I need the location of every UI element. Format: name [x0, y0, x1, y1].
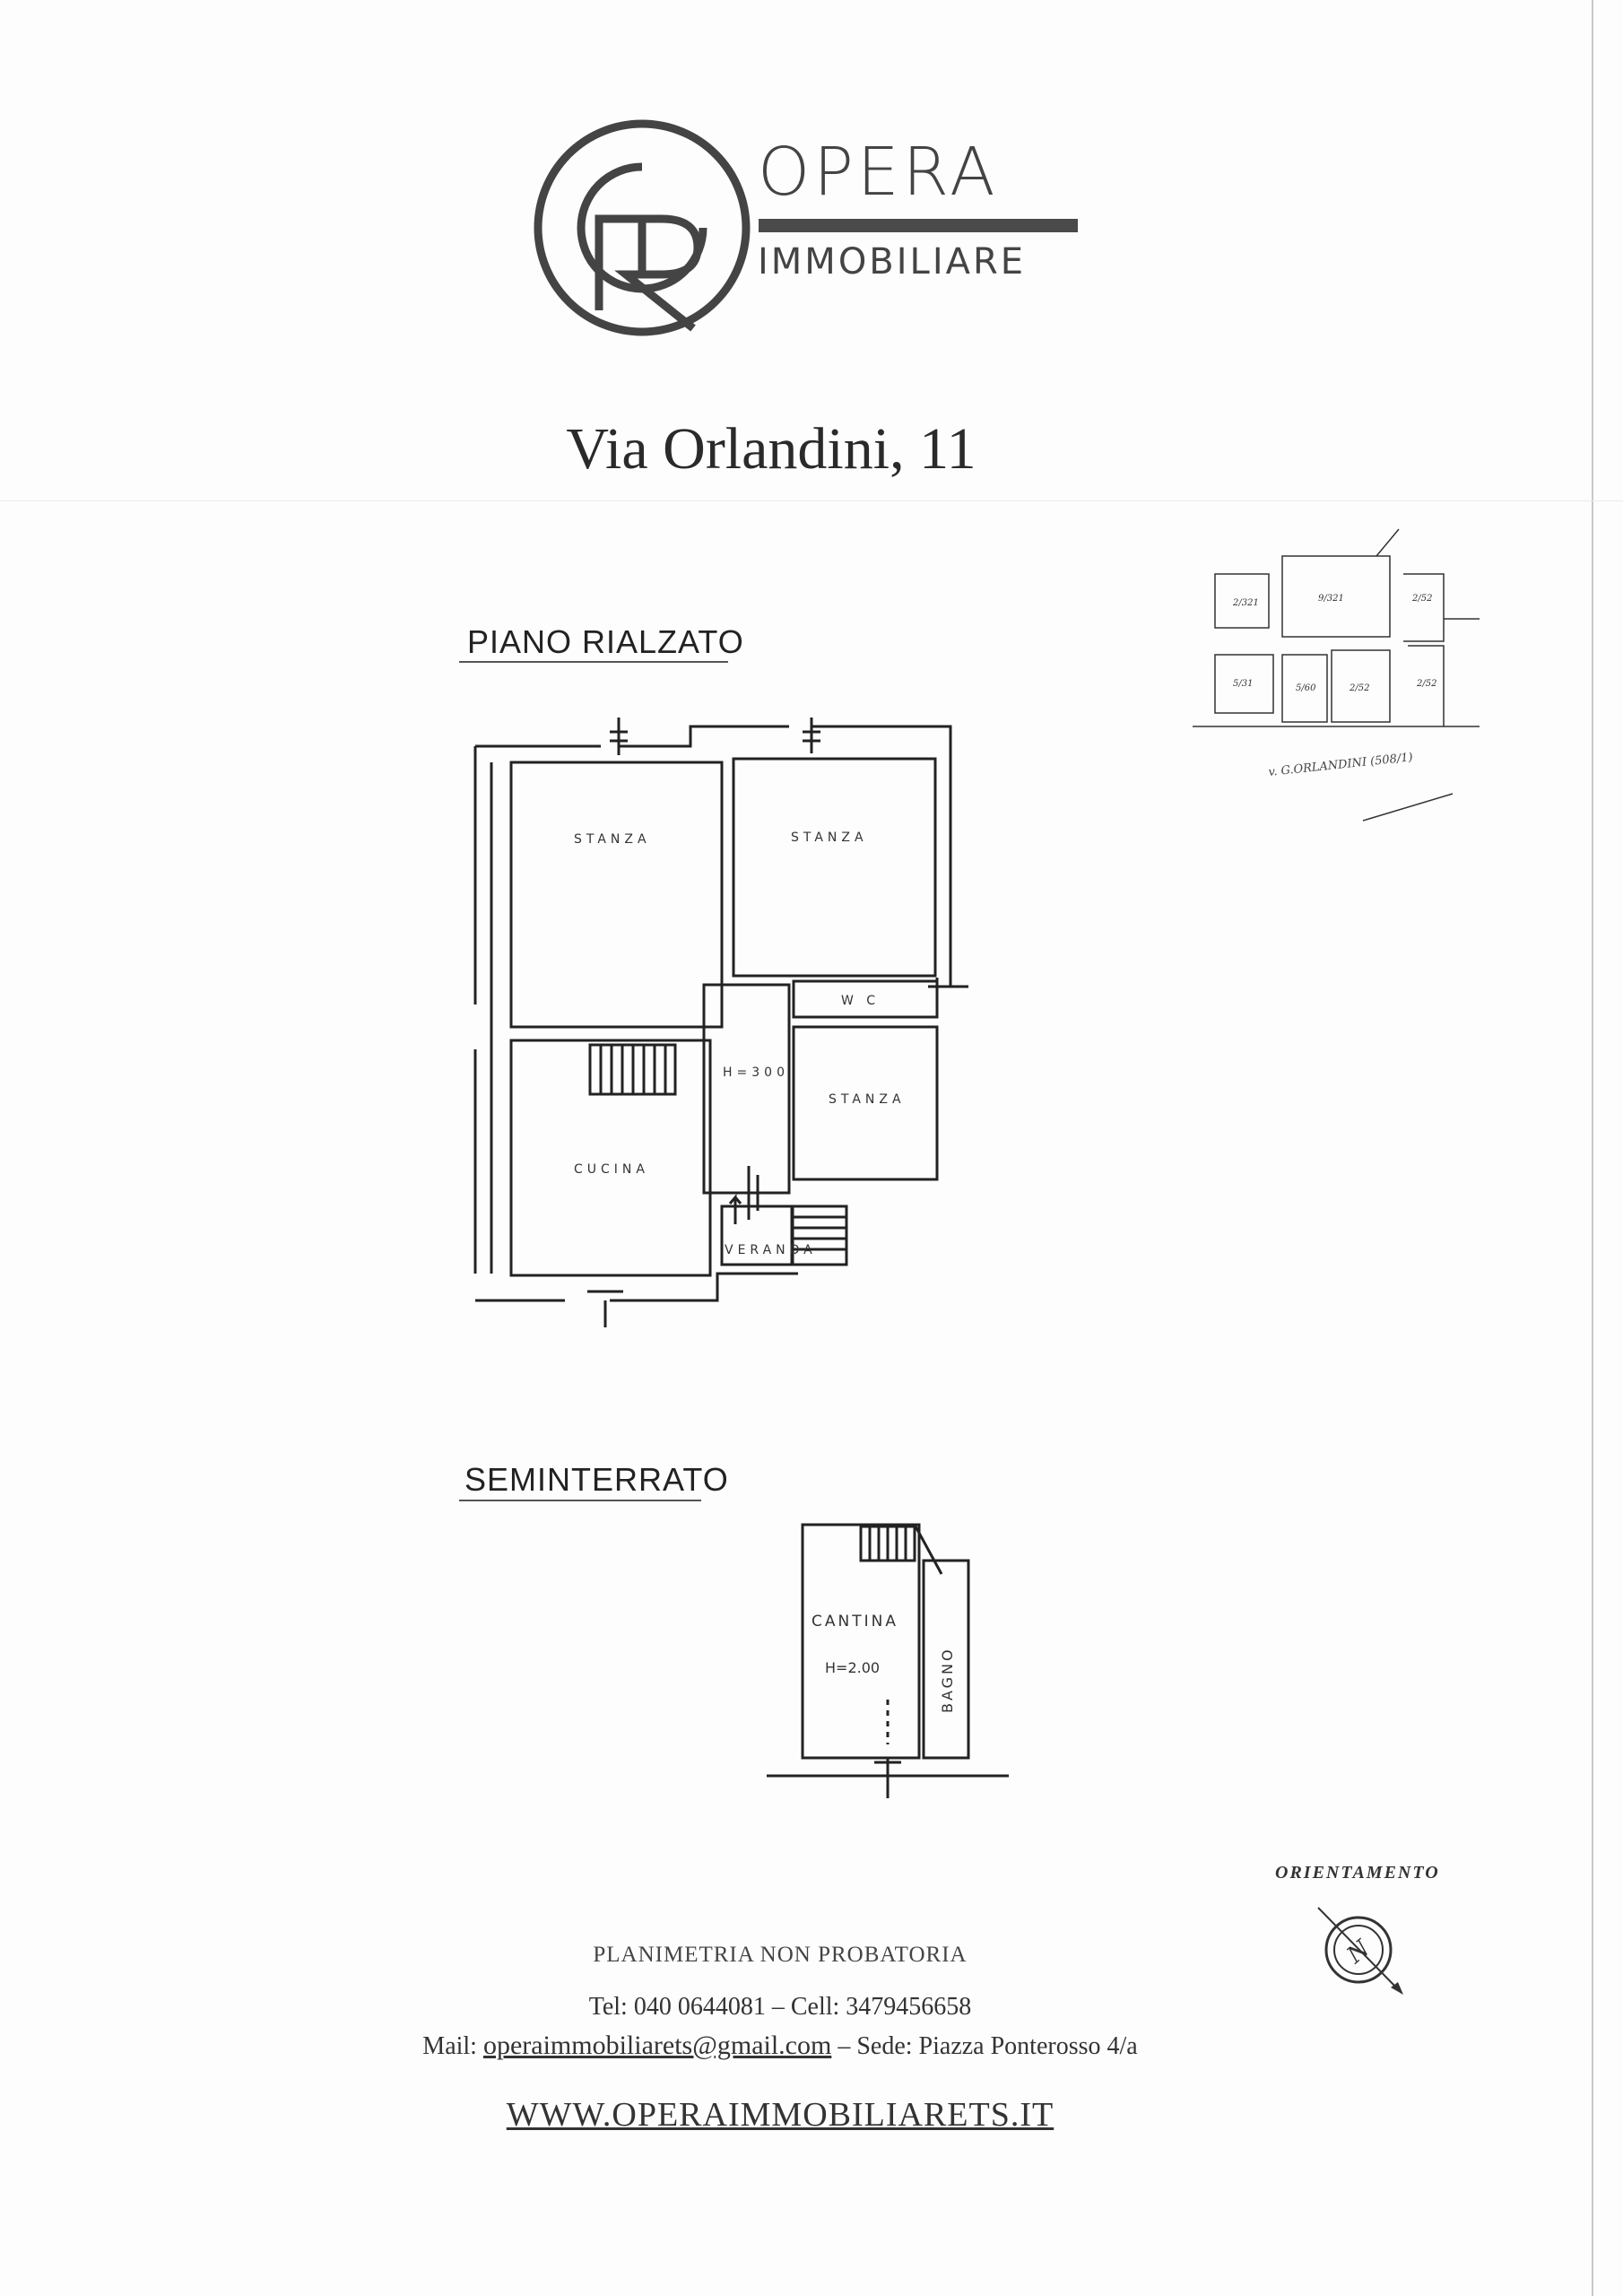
- brand-subtitle: IMMOBILIARE: [758, 241, 1027, 283]
- room-label-cellar-height: H=2.00: [825, 1659, 881, 1676]
- svg-text:5/60: 5/60: [1296, 683, 1316, 693]
- site-plan-street-label: v. G.ORLANDINI (508/1): [1267, 751, 1414, 779]
- scan-artifact-line: [0, 500, 1623, 501]
- svg-text:2/52: 2/52: [1417, 679, 1437, 689]
- room-label-wc: W C: [841, 994, 881, 1008]
- website-link[interactable]: WWW.OPERAIMMOBILIARETS.IT: [506, 2096, 1055, 2134]
- phone-line: Tel: 040 0644081 – Cell: 3479456658: [588, 1993, 972, 2021]
- svg-text:5/31: 5/31: [1233, 679, 1254, 689]
- room-label-ceiling-height: H=300: [723, 1065, 789, 1080]
- office-address: – Sede: Piazza Ponterosso 4/a: [831, 2032, 1138, 2060]
- room-label-stanza-2: STANZA: [791, 831, 868, 845]
- disclaimer-text: PLANIMETRIA NON PROBATORIA: [593, 1943, 968, 1967]
- floor-plan-piano-rialzato: [448, 700, 1004, 1327]
- mail-prefix: Mail:: [422, 2032, 483, 2060]
- site-plan-map: [1184, 520, 1488, 852]
- room-label-veranda: VERANDA: [725, 1243, 817, 1257]
- room-label-cantina: CANTINA: [812, 1613, 898, 1631]
- brand-name: OPERA: [758, 134, 999, 211]
- floor-title-seminterrato: SEMINTERRATO: [464, 1461, 729, 1498]
- floor-plan-seminterrato: [753, 1507, 1022, 1812]
- floor-title-underline: [459, 661, 728, 663]
- svg-text:9/321: 9/321: [1318, 594, 1344, 604]
- svg-text:2/52: 2/52: [1350, 683, 1370, 693]
- email-link[interactable]: operaimmobiliarets@gmail.com: [482, 2031, 832, 2060]
- room-label-cucina: CUCINA: [574, 1162, 649, 1177]
- scan-edge-line: [1592, 0, 1593, 2296]
- contact-line: [0, 2031, 1560, 2061]
- room-label-stanza-1: STANZA: [574, 832, 651, 847]
- orientation-label: ORIENTAMENTO: [1275, 1863, 1440, 1883]
- svg-text:2/52: 2/52: [1412, 594, 1433, 604]
- brand-divider-bar: [759, 219, 1078, 232]
- room-label-bagno: BAGNO: [939, 1647, 956, 1713]
- floor-title-underline: [459, 1500, 701, 1501]
- floor-title-piano-rialzato: PIANO RIALZATO: [467, 623, 744, 660]
- property-address: Via Orlandini, 11: [566, 416, 976, 482]
- svg-text:2/321: 2/321: [1233, 598, 1259, 608]
- room-label-stanza-3: STANZA: [829, 1092, 906, 1107]
- compass-north-letter: N: [1341, 1935, 1376, 1970]
